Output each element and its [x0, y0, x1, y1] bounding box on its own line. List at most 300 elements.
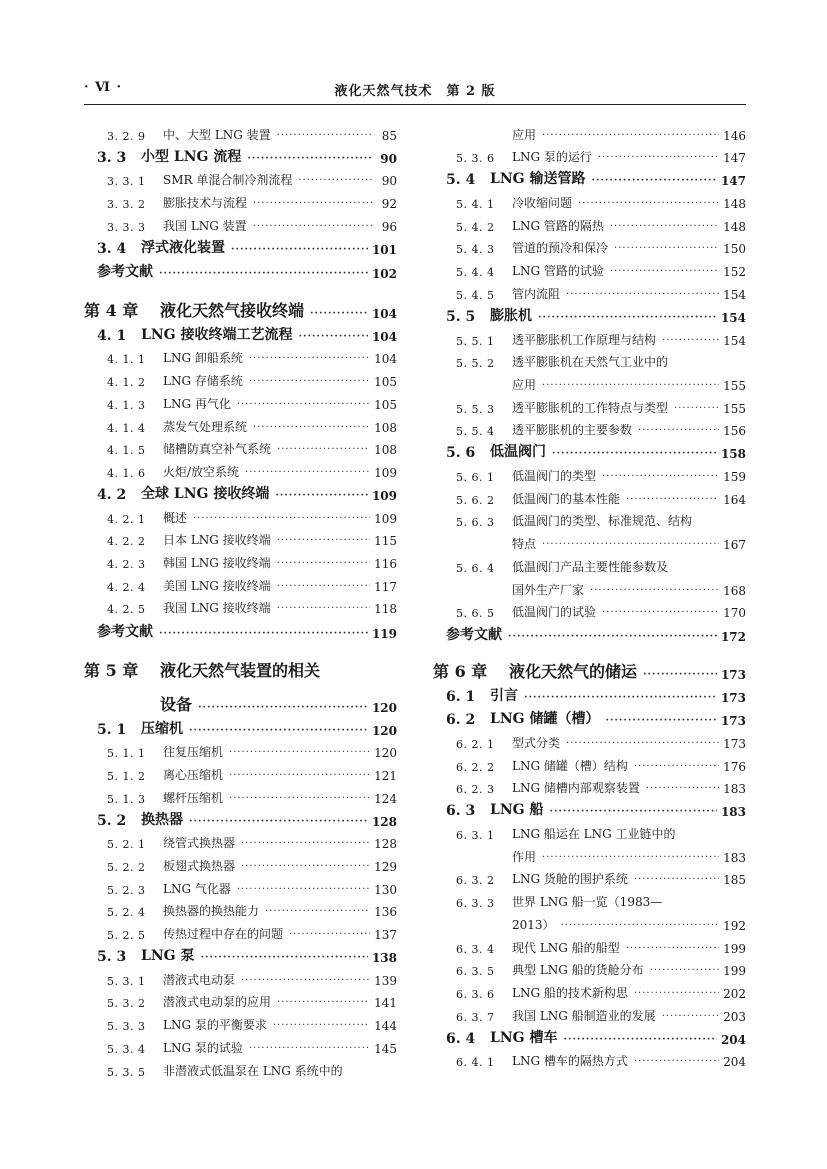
dot-leader [159, 267, 368, 281]
dot-leader [643, 668, 717, 682]
section-number: 6. 3. 2 [456, 874, 495, 888]
toc-entry[interactable] [97, 806, 397, 829]
section-number: 5. 2. 3 [107, 883, 146, 897]
toc-entry[interactable] [446, 552, 746, 575]
page-number-ref: 203 [723, 1009, 746, 1024]
dot-leader [634, 873, 719, 887]
dot-leader [273, 1019, 370, 1033]
entry-title: 低温阀门的基本性能 [512, 491, 621, 506]
dot-leader [614, 242, 719, 256]
entry-title: 应用 [512, 377, 537, 392]
entry-title: LNG 管路的隔热 [512, 218, 604, 233]
toc-entry[interactable] [97, 1056, 397, 1079]
toc-entry[interactable] [97, 594, 397, 617]
page-number-ref: 199 [723, 941, 746, 956]
toc-entry[interactable] [446, 279, 746, 302]
toc-entry[interactable] [97, 942, 397, 965]
dot-leader [610, 265, 719, 279]
entry-title: LNG 槽车的隔热方式 [512, 1054, 628, 1069]
toc-entry[interactable] [97, 257, 397, 281]
entry-title: 低温阀门的类型 [512, 469, 597, 484]
page-number-ref: 104 [374, 352, 397, 367]
entry-title: 作用 [512, 849, 537, 864]
toc-entry[interactable] [84, 287, 397, 321]
dot-leader [241, 974, 370, 988]
page-number-ref: 173 [720, 668, 746, 683]
entry-title: 传热过程中存在的问题 [163, 927, 284, 942]
toc-entry[interactable] [97, 166, 397, 189]
toc-entry[interactable] [97, 234, 397, 257]
section-number: 5. 6. 2 [456, 493, 495, 507]
entry-title: LNG 再气化 [163, 396, 231, 411]
section-number: 4. 1. 2 [107, 376, 146, 390]
dot-leader [237, 398, 370, 412]
toc-entry[interactable] [97, 457, 397, 480]
section-number: 5. 4 [446, 172, 476, 189]
toc-entry[interactable] [97, 715, 397, 738]
toc-entry[interactable] [446, 978, 746, 1001]
section-number: 5. 5. 1 [456, 334, 495, 348]
entry-title: 低温阀门产品主要性能参数及 [512, 559, 669, 574]
page-number-ref: 120 [371, 700, 397, 715]
section-number: 5. 5. 2 [456, 357, 495, 371]
dot-leader [265, 905, 370, 919]
toc-entry[interactable] [446, 234, 746, 257]
dot-leader [231, 243, 368, 257]
dot-leader [626, 493, 719, 507]
section-number: 5. 5. 4 [456, 425, 495, 439]
toc-entry[interactable] [97, 367, 397, 390]
entry-title: 储槽防真空补气系统 [163, 442, 272, 457]
section-number: 4. 1. 6 [107, 466, 146, 480]
toc-entry[interactable] [97, 965, 397, 988]
section-number: 6. 3. 4 [456, 942, 495, 956]
toc-entry[interactable] [446, 865, 746, 888]
dot-leader [241, 860, 370, 874]
dot-leader [277, 557, 370, 571]
toc-entry[interactable] [97, 760, 397, 783]
toc-entry[interactable] [446, 120, 746, 143]
entry-title: LNG 存储系统 [163, 374, 243, 389]
toc-entry[interactable] [446, 211, 746, 234]
dot-leader [249, 1042, 370, 1056]
toc-entry[interactable] [446, 575, 746, 598]
dot-leader [249, 352, 370, 366]
page-number-ref: 104 [371, 329, 397, 344]
toc-entry[interactable] [97, 389, 397, 412]
page-number-ref: 154 [723, 287, 746, 302]
toc-entry[interactable] [446, 956, 746, 979]
entry-title: 低温阀门 [490, 444, 546, 461]
toc-entry[interactable] [97, 480, 397, 503]
page-number-ref: 170 [723, 606, 746, 621]
toc-entry[interactable] [97, 897, 397, 920]
entry-title: 美国 LNG 接收终端 [163, 578, 271, 593]
dot-leader [610, 220, 719, 234]
section-number: 5. 6. 5 [456, 607, 495, 621]
dot-leader [253, 220, 373, 234]
page-number-ref: 146 [723, 128, 746, 143]
toc-entry[interactable] [446, 751, 746, 774]
dot-leader [229, 769, 370, 783]
dot-leader [552, 447, 717, 461]
entry-title: 中、大型 LNG 装置 [163, 127, 271, 142]
page-number-ref: 102 [371, 266, 397, 281]
section-number: 4. 2. 5 [107, 603, 146, 617]
entry-title: 典型 LNG 船的货舱分布 [512, 963, 644, 978]
section-number: 4. 2. 2 [107, 535, 146, 549]
section-number: 3. 3. 2 [107, 198, 146, 212]
toc-entry[interactable] [446, 910, 746, 933]
page-number-ref: 183 [723, 782, 746, 797]
page-number-ref: 129 [374, 859, 397, 874]
dot-leader [634, 1055, 719, 1069]
dot-leader [229, 792, 370, 806]
dot-leader [253, 197, 373, 211]
entry-title: 透平膨胀机工作原理与结构 [512, 332, 657, 347]
page-number-ref: 120 [371, 723, 397, 738]
dot-leader [549, 805, 716, 819]
toc-entry[interactable] [433, 648, 746, 683]
entry-title: 我国 LNG 接收终端 [163, 601, 271, 616]
entry-title: LNG 储槽内部观察装置 [512, 781, 640, 796]
entry-title: 蒸发气处理系统 [163, 419, 248, 434]
section-number: 6. 2. 3 [456, 783, 495, 797]
page-number-ref: 192 [723, 918, 746, 933]
dot-leader [193, 512, 370, 526]
toc-entry[interactable] [446, 325, 746, 348]
section-number: 5. 3. 5 [107, 1065, 146, 1079]
page-number-ref: 115 [374, 534, 397, 549]
page-number-ref: 138 [371, 951, 397, 966]
toc-entry[interactable] [446, 682, 746, 705]
section-number: 6. 3. 1 [456, 829, 495, 843]
dot-leader [277, 580, 370, 594]
entry-title: 螺杆压缩机 [163, 790, 224, 805]
section-number: 6. 3. 7 [456, 1010, 495, 1024]
section-number: 6. 3. 5 [456, 965, 495, 979]
page-number-ref: 167 [723, 538, 746, 553]
section-number: 6. 3 [446, 803, 476, 820]
toc-entry[interactable] [446, 484, 746, 507]
toc-entry[interactable] [446, 348, 746, 371]
dot-leader [542, 538, 719, 552]
entry-title: 小型 LNG 流程 [141, 148, 242, 165]
dot-leader [566, 288, 719, 302]
section-number: 5. 3 [97, 949, 127, 966]
page-number-ref: 139 [374, 973, 397, 988]
entry-title: 膨胀技术与流程 [163, 196, 248, 211]
page-number-ref: 96 [381, 219, 397, 234]
page-number-ref: 90 [380, 151, 397, 166]
toc-entry[interactable] [97, 211, 397, 234]
entry-title: LNG 船运在 LNG 工业链中的 [512, 827, 676, 842]
section-number: 5. 3. 6 [456, 152, 495, 166]
dot-leader [277, 996, 370, 1010]
toc-entry[interactable] [446, 620, 746, 644]
entry-title: 韩国 LNG 接收终端 [163, 556, 271, 571]
toc-entry[interactable] [446, 598, 746, 621]
section-number: 5. 5 [446, 308, 476, 325]
entry-title: 参考文献 [97, 623, 153, 640]
entry-title: 世界 LNG 船一览（1983— [512, 895, 663, 910]
page-number-ref: 101 [371, 242, 397, 257]
page-number-ref: 155 [723, 401, 746, 416]
toc-entry[interactable] [446, 819, 746, 842]
page-number-ref: 108 [374, 443, 397, 458]
entry-title: LNG 卸船系统 [163, 351, 243, 366]
page-number-ref: 120 [374, 746, 397, 761]
page-number-ref: 158 [720, 447, 746, 462]
dot-leader [662, 334, 719, 348]
page-number-ref: 156 [723, 424, 746, 439]
toc-entry[interactable] [446, 165, 746, 188]
dot-leader [277, 129, 373, 143]
toc-entry[interactable] [97, 503, 397, 526]
entry-title: 透平膨胀机的工作特点与类型 [512, 400, 669, 415]
toc-entry[interactable] [97, 874, 397, 897]
page-number-ref: 176 [723, 759, 746, 774]
dot-leader [298, 174, 373, 188]
section-number: 5. 2 [97, 812, 127, 829]
toc-entry[interactable] [97, 120, 397, 143]
page-number-ref: 168 [723, 583, 746, 598]
dot-leader [590, 584, 719, 598]
dot-leader [245, 466, 370, 480]
toc-entry[interactable] [446, 1047, 746, 1070]
section-number: 5. 2. 4 [107, 906, 146, 920]
section-number: 6. 2. 1 [456, 737, 495, 751]
dot-leader [563, 1033, 716, 1047]
section-number: 5. 1. 1 [107, 747, 146, 761]
dot-leader [298, 330, 367, 344]
dot-leader [542, 851, 719, 865]
toc-entry[interactable] [97, 1033, 397, 1056]
page-number-ref: 128 [371, 814, 397, 829]
page-number-ref: 159 [723, 470, 746, 485]
dot-leader [598, 151, 719, 165]
section-number: 6. 4. 1 [456, 1056, 495, 1070]
toc-entry[interactable] [97, 344, 397, 367]
page-number-ref: 109 [374, 511, 397, 526]
entry-title: 往复压缩机 [163, 745, 224, 760]
toc-entry[interactable] [446, 1024, 746, 1047]
entry-title: 应用 [512, 127, 537, 142]
dot-leader [634, 760, 719, 774]
dot-leader [662, 1010, 719, 1024]
section-number: 5. 3. 1 [107, 974, 146, 988]
page-number-ref: 109 [374, 465, 397, 480]
toc-entry[interactable] [97, 829, 397, 852]
toc-entry[interactable] [446, 774, 746, 797]
toc-entry[interactable] [97, 571, 397, 594]
entry-title: 冷收缩问题 [512, 196, 573, 211]
toc-entry[interactable] [446, 257, 746, 280]
section-number: 6. 4 [446, 1030, 476, 1047]
entry-title: 透平膨胀机的主要参数 [512, 423, 633, 438]
page-number-ref: 183 [723, 850, 746, 865]
toc-entry[interactable] [446, 728, 746, 751]
page-number: · Ⅵ · [84, 80, 123, 95]
page-number-ref: 204 [723, 1055, 746, 1070]
entry-title: 参考文献 [446, 627, 502, 644]
page-number-ref: 173 [720, 691, 746, 706]
chapter-number: 第 4 章 [84, 300, 139, 320]
entry-title: LNG 泵 [141, 948, 195, 965]
dot-leader [524, 691, 717, 705]
page-number-ref: 148 [723, 197, 746, 212]
dot-leader [159, 627, 368, 641]
dot-leader [275, 489, 368, 503]
section-number: 4. 1. 5 [107, 444, 146, 458]
toc-entry[interactable] [446, 188, 746, 211]
toc-entry[interactable] [97, 617, 397, 641]
entry-title: 换热器的换热能力 [163, 904, 260, 919]
page-number-ref: 150 [723, 242, 746, 257]
toc-entry[interactable] [84, 647, 397, 681]
dot-leader [566, 737, 719, 751]
entry-title: 管内流阻 [512, 286, 561, 301]
toc-entry[interactable] [446, 302, 746, 325]
entry-title: 绕管式换热器 [163, 836, 236, 851]
dot-leader [605, 714, 716, 728]
toc-entry[interactable] [97, 681, 397, 715]
page-number-ref: 164 [723, 492, 746, 507]
toc-entry[interactable] [446, 507, 746, 530]
page-number-ref: 109 [371, 489, 397, 503]
page-number-ref: 199 [723, 964, 746, 979]
dot-leader [602, 470, 719, 484]
toc-entry[interactable] [97, 188, 397, 211]
toc-entry[interactable] [446, 705, 746, 728]
page-header [84, 80, 746, 102]
entry-title: 离心压缩机 [163, 767, 224, 782]
entry-title: 我国 LNG 装置 [163, 218, 247, 233]
toc-entry[interactable] [446, 842, 746, 865]
toc-entry[interactable] [97, 738, 397, 761]
section-number: 5. 1. 3 [107, 792, 146, 806]
toc-entry[interactable] [446, 796, 746, 819]
toc-entry[interactable] [97, 143, 397, 166]
page-number-ref: 147 [723, 151, 746, 166]
chapter-number: 第 6 章 [433, 662, 488, 682]
section-number: 3. 3 [97, 149, 127, 166]
page-number-ref: 105 [374, 375, 397, 390]
entry-title: 低温阀门的类型、标准规范、结构 [512, 514, 693, 529]
page-number-ref: 152 [723, 265, 746, 280]
dot-leader [638, 424, 719, 438]
section-number: 4. 1. 4 [107, 421, 146, 435]
section-number: 5. 2. 1 [107, 838, 146, 852]
toc-entry[interactable] [97, 1011, 397, 1034]
toc-entry[interactable] [446, 393, 746, 416]
toc-entry[interactable] [97, 321, 397, 344]
dot-leader [249, 375, 370, 389]
page-number-ref: 121 [374, 768, 397, 783]
dot-leader [247, 152, 373, 166]
section-number: 6. 2. 2 [456, 760, 495, 774]
toc-entry[interactable] [446, 438, 746, 461]
section-number: 4. 2. 3 [107, 558, 146, 572]
entry-title: 液化天然气的储运 [509, 662, 638, 682]
dot-leader [200, 951, 367, 965]
page-number-ref: 154 [720, 310, 746, 325]
entry-title: LNG 船的技术新构思 [512, 985, 628, 1000]
entry-title: LNG 泵的平衡要求 [163, 1018, 267, 1033]
toc-entry[interactable] [97, 435, 397, 458]
page-number-ref: 145 [374, 1041, 397, 1056]
page-number-ref: 136 [374, 905, 397, 920]
dot-leader [253, 421, 370, 435]
entry-title: LNG 泵的试验 [163, 1040, 243, 1055]
section-number: 4. 2. 4 [107, 580, 146, 594]
section-number: 4. 2 [97, 487, 127, 503]
entry-title: 特点 [512, 537, 537, 552]
toc-entry[interactable] [446, 530, 746, 553]
section-number: 6. 3. 6 [456, 987, 495, 1001]
page-number-ref: 128 [374, 837, 397, 852]
entry-title: 潜液式电动泵的应用 [163, 995, 272, 1010]
entry-title: 全球 LNG 接收终端 [141, 486, 270, 502]
entry-title: 压缩机 [141, 720, 183, 737]
entry-title: 概述 [163, 510, 188, 525]
page-number-ref: 85 [381, 128, 397, 143]
toc-entry[interactable] [97, 526, 397, 549]
toc-entry[interactable] [446, 1001, 746, 1024]
page-number-ref: 90 [381, 174, 397, 189]
dot-leader [646, 782, 719, 796]
toc-entry[interactable] [97, 919, 397, 942]
section-number: 5. 1 [97, 721, 127, 738]
page-number-ref: 204 [720, 1032, 746, 1047]
dot-leader [241, 837, 370, 851]
entry-title: LNG 接收终端工艺流程 [141, 326, 293, 343]
section-number: 5. 2. 2 [107, 860, 146, 874]
toc-entry[interactable] [446, 461, 746, 484]
page-number-ref: 155 [723, 378, 746, 393]
toc-entry[interactable] [97, 783, 397, 806]
entry-title: LNG 气化器 [163, 881, 231, 896]
toc-entry[interactable] [97, 412, 397, 435]
toc-entry[interactable] [446, 143, 746, 166]
entry-title: 潜液式电动泵 [163, 972, 236, 987]
entry-title: LNG 泵的运行 [512, 150, 592, 165]
section-number: 5. 4. 5 [456, 288, 495, 302]
entry-title: 2013） [512, 917, 555, 932]
entry-title: 现代 LNG 船的船型 [512, 940, 620, 955]
toc-entry[interactable] [97, 988, 397, 1011]
entry-title: 国外生产厂家 [512, 582, 585, 597]
toc-entry[interactable] [446, 416, 746, 439]
entry-title: LNG 管路的试验 [512, 264, 604, 279]
toc-entry[interactable] [97, 548, 397, 571]
section-number: 5. 4. 2 [456, 220, 495, 234]
toc-entry[interactable] [97, 851, 397, 874]
toc-entry[interactable] [446, 370, 746, 393]
page-number-ref: 117 [374, 579, 397, 594]
entry-title: 设备 [160, 694, 193, 714]
toc-entry[interactable] [446, 888, 746, 911]
page-number-ref: 116 [374, 557, 397, 572]
section-number: 5. 2. 5 [107, 929, 146, 943]
section-number: 3. 4 [97, 240, 127, 257]
page-number-ref: 119 [371, 626, 397, 641]
entry-title: 型式分类 [512, 735, 561, 750]
section-number: 4. 1. 3 [107, 398, 146, 412]
section-number: 5. 3. 3 [107, 1020, 146, 1034]
entry-title: 我国 LNG 船制造业的发展 [512, 1008, 656, 1023]
toc-entry[interactable] [446, 933, 746, 956]
